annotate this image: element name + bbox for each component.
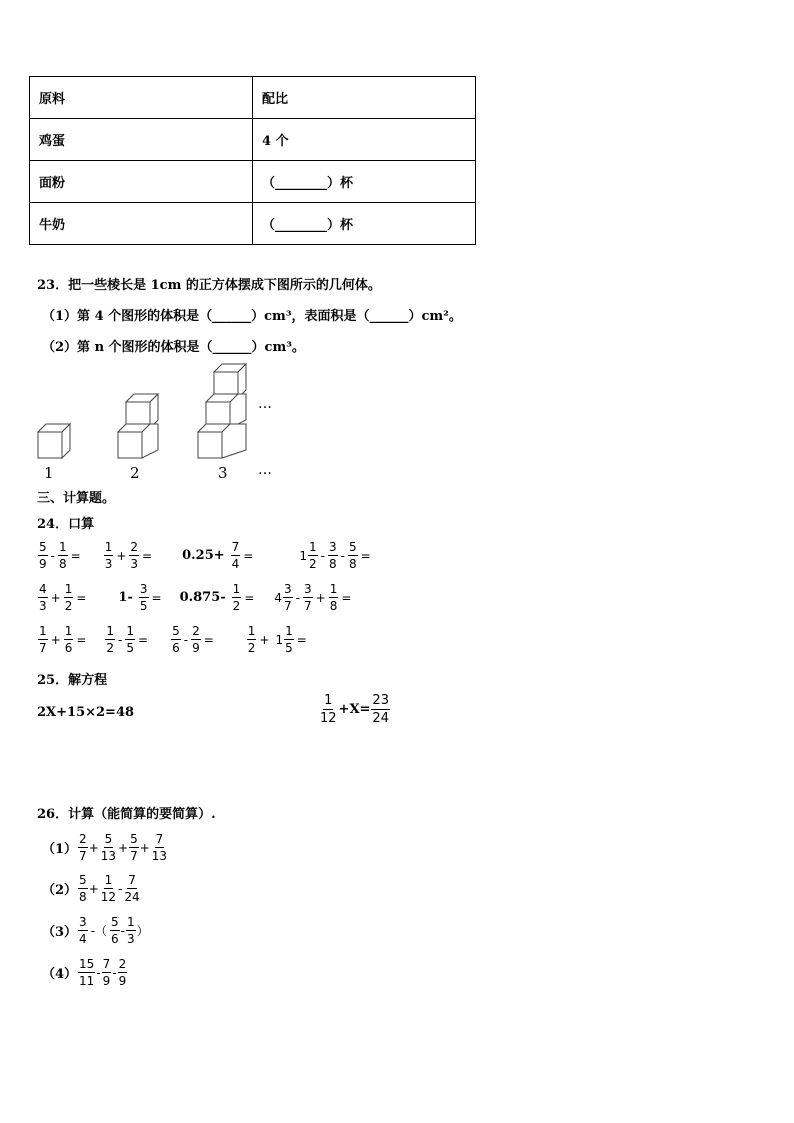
cube-figure-1 [38,424,70,458]
oral-calc-item: $\frac{5}{6}$ - $\frac{2}{9}$ = [172,624,214,655]
oral-calc-item: 0.25+ $\frac{7}{4}$ = [182,540,254,571]
question-24-title: 24．口算 [37,517,95,532]
oral-calc-item: $\frac{1}{2}$ - $\frac{1}{5}$ = [106,624,149,655]
recipe-table [29,76,476,245]
figure-label-3: 3 [218,464,228,482]
calc-item-1: （1） $\frac{2}{7}$ + $\frac{5}{13}$ + $\frac{5}{7}$ + $\frac{7}{13}$ [42,832,168,863]
question-23-title: 23．把一些棱长是 1cm 的正方体摆成下图所示的几何体。 [37,278,381,293]
question-23-sub2: （2）第 n 个图形的体积是（______）cm³。 [42,340,305,355]
cube-figure-2 [118,394,158,458]
oral-calc-row-2 [37,583,353,612]
oral-calc-item: $\frac{1}{7}$ + $\frac{1}{6}$ = [39,624,87,655]
ellipsis-top: … [258,396,272,412]
figure-label-2: 2 [130,464,140,482]
oral-calc-item: $\frac{1}{3}$ + $\frac{2}{3}$ = [104,540,153,571]
calc-item-4: （4） $\frac{15}{11}$ - $\frac{7}{9}$ - $\frac{2}{9}$ [42,957,127,988]
equation-2: $\frac{1}{12}$ +X= $\frac{23}{24}$ [320,693,389,726]
question-25-title: 25．解方程 [37,673,108,688]
table-row [30,119,476,161]
section-3-title: 三、计算题。 [37,491,116,506]
table-cell: 鸡蛋 [30,119,253,161]
table-cell: 4 个 [253,119,476,161]
figure-label-1: 1 [44,464,54,482]
oral-calc-item: 4 $\frac{3}{7}$ - $\frac{3}{7}$ + $\frac{1}{8}$ = [274,582,352,613]
table-row [30,161,476,203]
calc-item-3: （3） $\frac{3}{4}$ -（ $\frac{5}{6}$ - $\frac{1}{3}$ ） [42,915,149,946]
cube-figures [30,362,290,482]
table-row [30,77,476,119]
oral-calc-item: $\frac{5}{9}$ - $\frac{1}{8}$ = [39,540,81,571]
cube-figure-3 [198,364,246,458]
oral-calc-row-3 [37,625,309,654]
table-cell: （________）杯 [253,203,476,245]
question-26-title: 26．计算（能简算的要简算）. [37,807,216,822]
oral-calc-item: 1 $\frac{1}{2}$ - $\frac{3}{8}$ - $\frac{5}{8}$ = [299,540,371,571]
oral-calc-item: 1- $\frac{3}{5}$ = [118,582,162,613]
oral-calc-item: $\frac{1}{2}$ + 1 $\frac{1}{5}$ = [247,624,307,655]
table-cell: （________）杯 [253,161,476,203]
oral-calc-row-1 [37,541,373,570]
table-row [30,203,476,245]
table-header-cell: 原料 [30,77,253,119]
oral-calc-item: 0.875- $\frac{1}{2}$ = [179,582,255,613]
calc-item-2: （2） $\frac{5}{8}$ + $\frac{1}{12}$ - $\frac{7}{24}$ [42,873,140,904]
question-23-sub1: （1）第 4 个图形的体积是（______）cm³，表面积是（______）cm²。 [42,309,462,324]
ellipsis-bottom: … [258,462,272,478]
oral-calc-item: $\frac{4}{3}$ + $\frac{1}{2}$ = [39,582,87,613]
table-header-cell: 配比 [253,77,476,119]
table-cell: 面粉 [30,161,253,203]
table-cell: 牛奶 [30,203,253,245]
equation-1: 2X+15×2=48 [37,705,135,720]
